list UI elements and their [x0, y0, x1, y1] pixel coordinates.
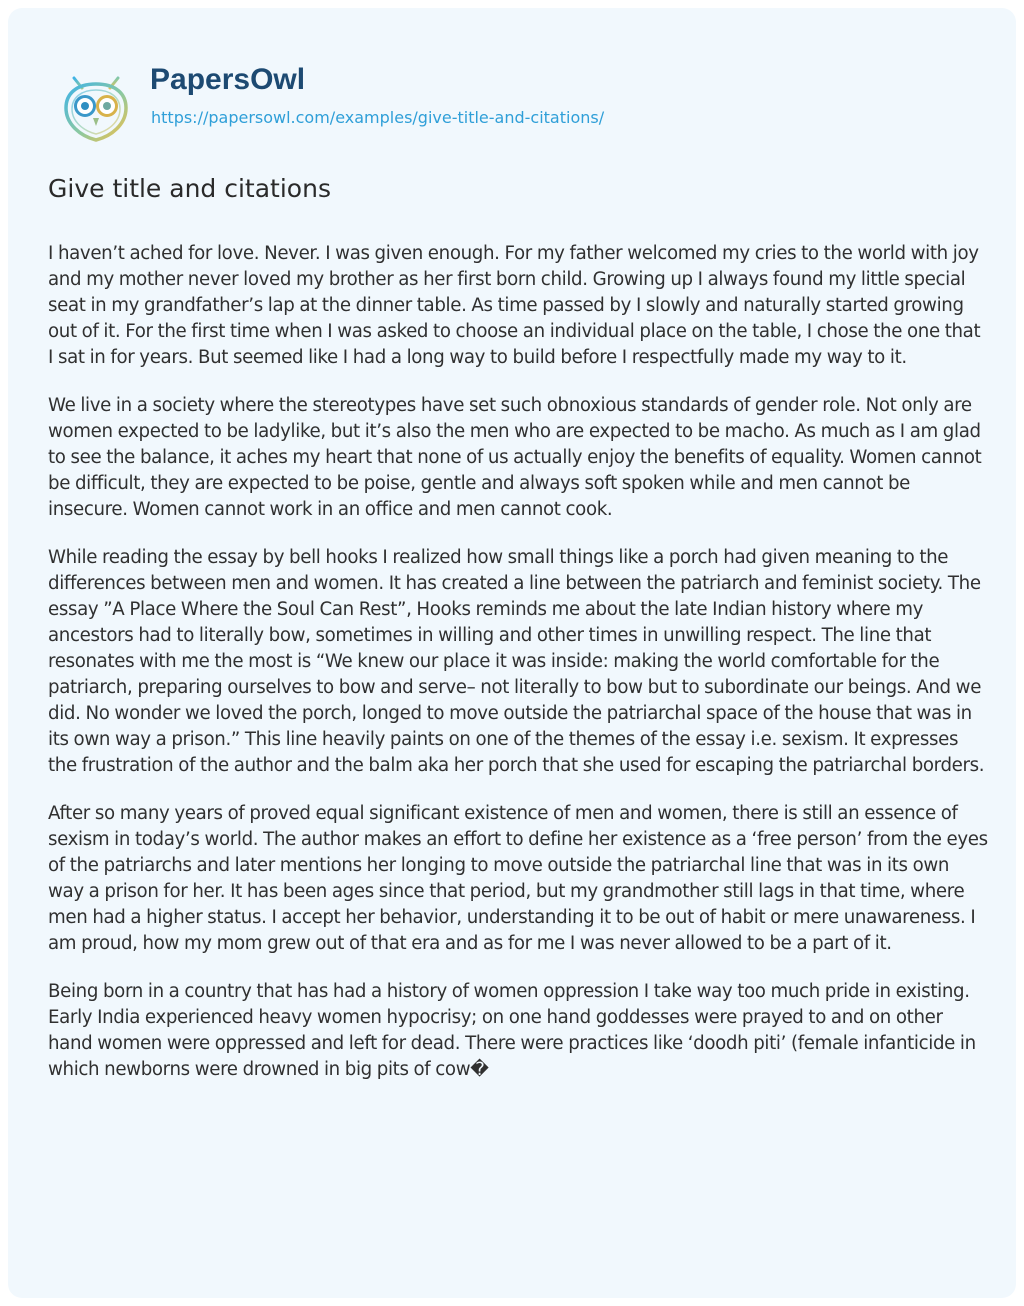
essay-paragraph: While reading the essay by bell hooks I realized how small things like a porch had given meaning to the differences between men and women. It has created a line between the patriarch and feminist society. The essay ”A Place Where the Soul Can Rest”, Hooks reminds me about the late Indian history where my ancestors had to literally bow, sometimes in willing and other times in unwilling respect. The line that resonates with me the most is “We knew our place it was inside: making the world comfortable for the patriarch, preparing ourselves to bow and serve– not literally to bow but to subordinate our beings. And we did. No wonder we loved the porch, longed to move outside the patriarchal space of the house that was in its own way a prison.” This line heavily paints on one of the themes of the essay i.e. sexism. It expresses the frustration of the author and the balm aka her porch that she used for escaping the patriarchal borders. [48, 547, 985, 776]
document-title: Give title and citations [48, 174, 331, 203]
essay-paragraph: We live in a society where the stereotypes have set such obnoxious standards of gender role. Not only are women expected to be ladylike, but it’s also the men who are expected to be macho. As much as I am glad to see the balance, it aches my heart that none of us actually enjoy the benefits of equality. Women cannot be difficult, they are expected to be poise, gentle and always soft spoken while and men cannot be insecure. Women cannot work in an office and men cannot cook. [48, 395, 982, 520]
owl-logo-icon[interactable] [56, 64, 136, 144]
essay-paragraph: Being born in a country that has had a history of women oppression I take way too much pride in existing. Early India experienced heavy women hypocrisy; on one hand goddesses were prayed to and on other hand women were oppressed and left for dead. There were practices like ‘doodh piti’ (female infanticide in which newborns were drowned in big pits of cow� [48, 981, 976, 1080]
essay-paragraph: I haven’t ached for love. Never. I was given enough. For my father welcomed my cries to the world with joy and my mother never loved my brother as her first born child. Growing up I always found my little special seat in my grandfather’s lap at the dinner table. As time passed by I slowly and naturally started growing out of it. For the first time when I was asked to choose an individual place on the table, I chose the one that I sat in for years. But seemed like I had a long way to build before I respectfully made my way to it. [48, 243, 981, 368]
essay-paragraph: After so many years of proved equal significant existence of men and women, there is still an essence of sexism in today’s world. The author makes an effort to define her existence as a ‘free person’ from the eyes of the patriarchs and later mentions her longing to move outside the patriarchal line that was in its own way a prison for her. It has been ages since that period, but my grandmother still lags in that time, where men had a higher status. I accept her behavior, understanding it to be out of habit or mere unawareness. I am proud, how my mom grew out of that era and as for me I was never allowed to be a part of it. [48, 803, 988, 954]
page-card [8, 8, 1016, 1298]
essay-body [48, 241, 988, 1105]
brand-name[interactable]: PapersOwl [150, 63, 306, 96]
page-url-link[interactable]: https://papersowl.com/examples/give-title-and-citations/ [151, 108, 605, 127]
